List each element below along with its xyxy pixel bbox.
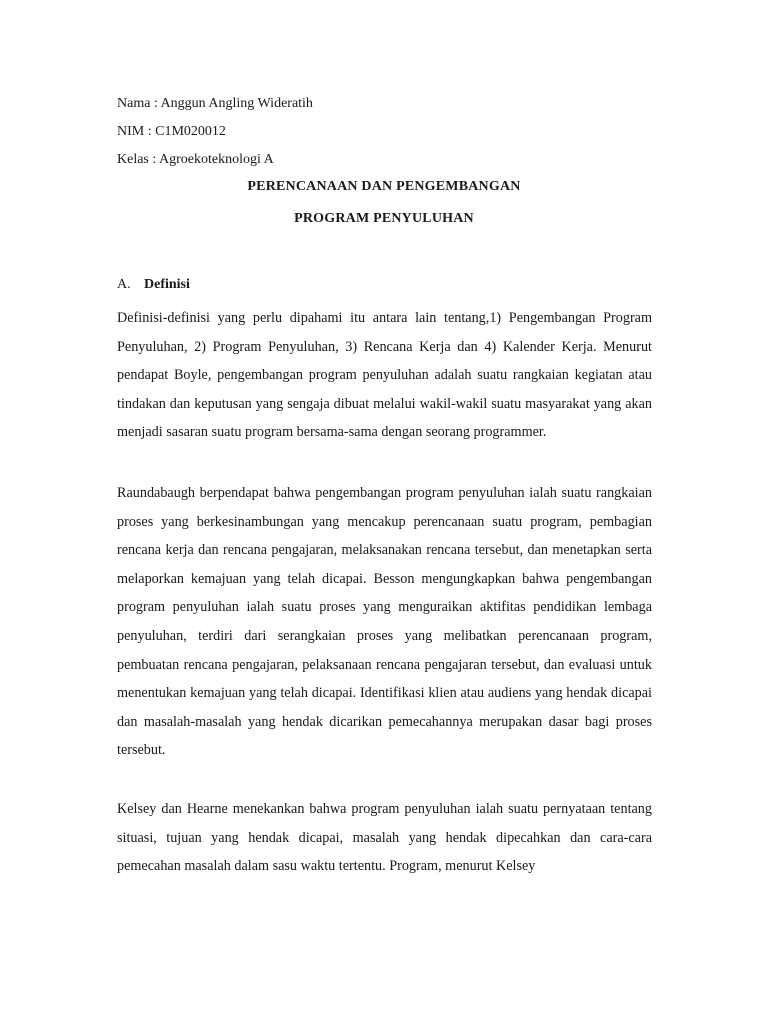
document-title-line-1: PERENCANAAN DAN PENGEMBANGAN (247, 179, 521, 194)
document-title-line-2: PROGRAM PENYULUHAN (294, 211, 474, 226)
paragraph-raundabaugh: Raundabaugh berpendapat bahwa pengembangan program penyuluhan ialah suatu rangkaian proses yang berkesinambungan yang mencakup perencanaan suatu program, pembagian rencana kerja dan rencana pengajaran, melaksanakan rencana tersebut, dan menetapkan serta melaporkan kemajuan yang telah dicapai. Besson mengungkapkan bahwa pengembangan program penyuluhan ialah suatu proses yang menguraikan aktifitas pendidikan lembaga penyuluhan, terdiri dari serangkaian proses yang melibatkan perencanaan program, pembuatan rencana pengajaran, pelaksanaan rencana pengajaran tersebut, dan evaluasi untuk menentukan kemajuan yang telah dicapai. Identifikasi klien atau audiens yang hendak dicapai dan masalah-masalah yang hendak dicarikan pemecahannya merupakan dasar bagi proses tersebut. (117, 485, 652, 759)
paragraph-kelsey: Kelsey dan Hearne menekankan bahwa program penyuluhan ialah suatu pernyataan tentang situasi, tujuan yang hendak dicapai, masalah yang hendak dipecahkan dan cara-cara pemecahan masalah dalam sasu waktu tertentu. Program, menurut Kelsey (117, 801, 652, 875)
paragraph-definisi: Definisi-definisi yang perlu dipahami itu antara lain tentang,1) Pengembangan Program Penyuluhan, 2) Program Penyuluhan, 3) Rencana Kerja dan 4) Kalender Kerja. Menurut pendapat Boyle, pengembangan program penyuluhan adalah suatu rangkaian kegiatan atau tindakan dan keputusan yang sengaja dibuat melalui wakil-wakil suatu masyarakat yang akan menjadi sasaran suatu program bersama-sama dengan seorang programmer. (117, 310, 652, 441)
section-number: A. (117, 277, 131, 292)
section-label: Definisi (144, 277, 190, 292)
student-nim: NIM : C1M020012 (117, 124, 226, 139)
student-class: Kelas : Agroekoteknologi A (117, 152, 274, 167)
section-heading-definisi (117, 275, 190, 295)
student-name: Nama : Anggun Angling Wideratih (117, 96, 313, 111)
